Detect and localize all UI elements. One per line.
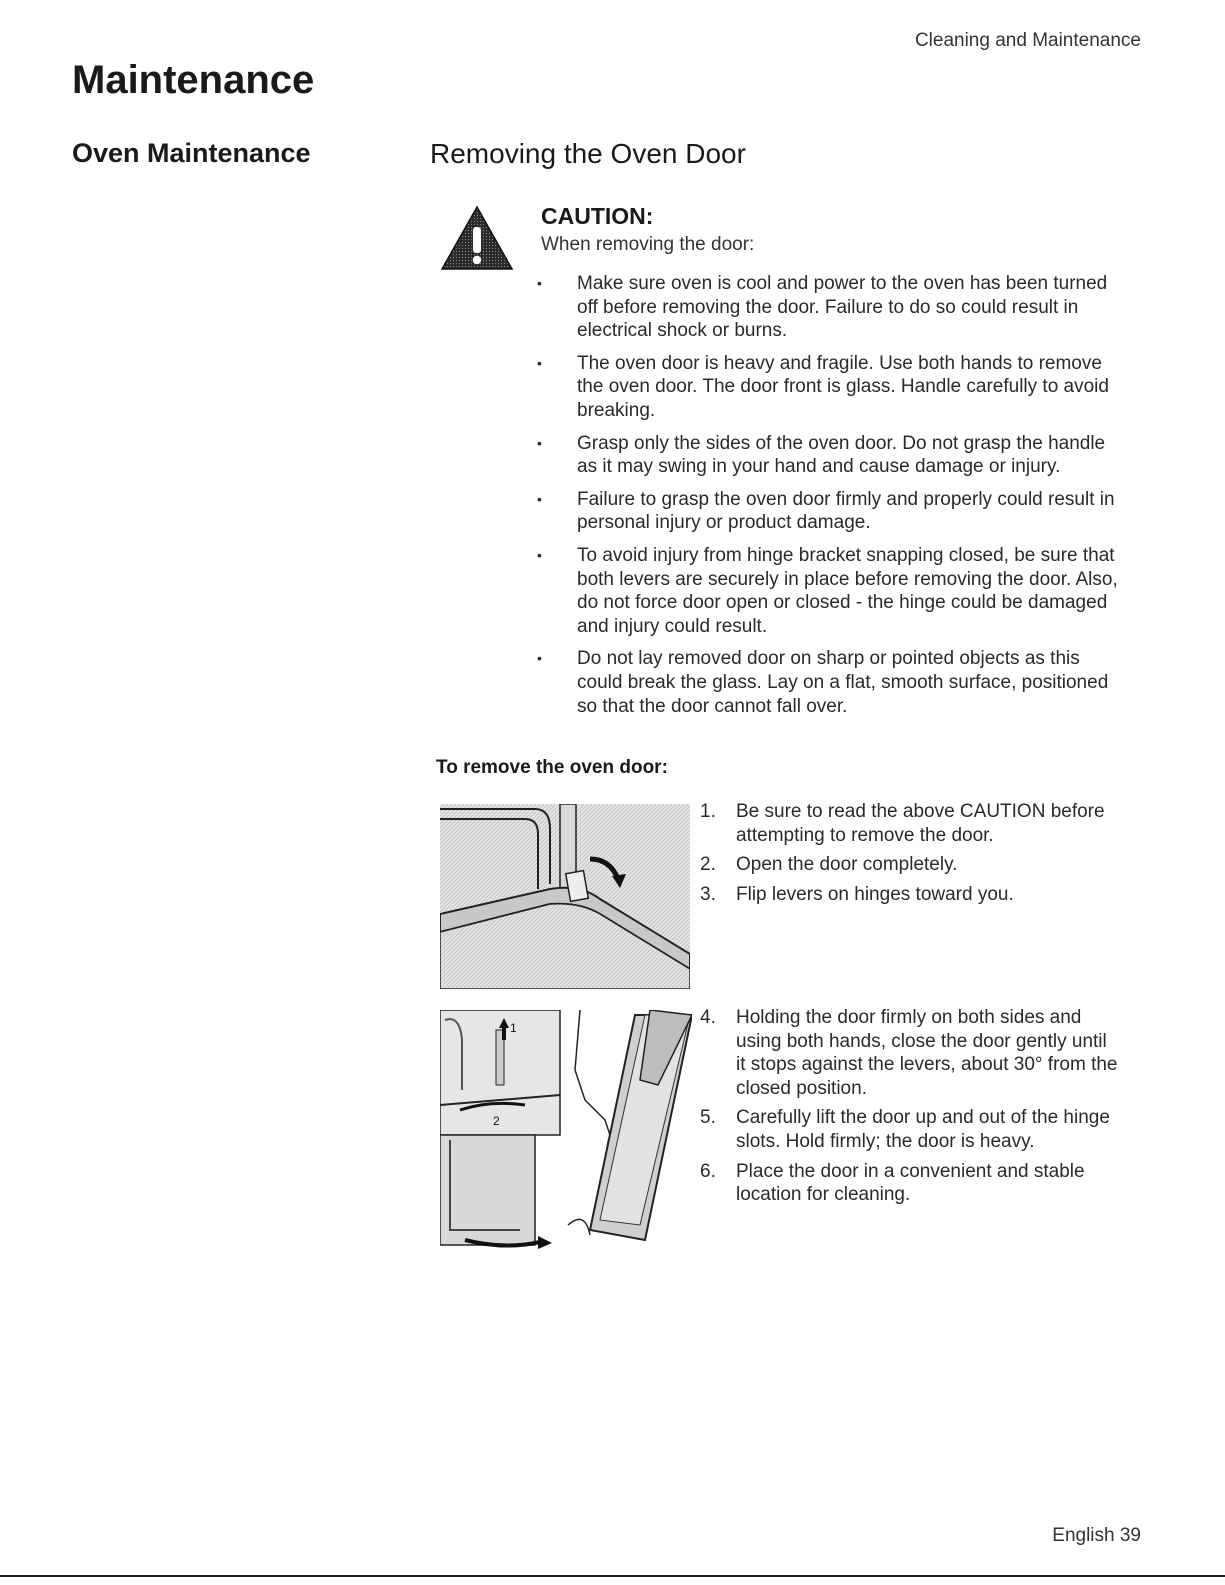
step-text: Holding the door firmly on both sides and using both hands, close the door gently until it stops against the levers, about 30° from the closed position. bbox=[736, 1007, 1118, 1099]
caution-label: CAUTION: bbox=[541, 203, 654, 229]
step-text: Open the door completely. bbox=[736, 854, 958, 876]
procedure-step bbox=[700, 853, 1120, 877]
caution-list bbox=[530, 272, 1130, 727]
procedure-step bbox=[700, 800, 1120, 847]
figure-label-2: 2 bbox=[493, 1114, 500, 1128]
procedure-step bbox=[700, 1006, 1120, 1100]
subsection-title: Removing the Oven Door bbox=[430, 138, 746, 169]
step-number: 6. bbox=[700, 1160, 716, 1182]
step-text: Carefully lift the door up and out of the hinge slots. Hold firmly; the door is heavy. bbox=[736, 1107, 1110, 1152]
procedure-step bbox=[700, 1106, 1120, 1153]
running-head: Cleaning and Maintenance bbox=[914, 30, 1141, 51]
page-edge-divider bbox=[0, 1575, 1225, 1577]
procedure-title: To remove the oven door: bbox=[436, 757, 668, 778]
step-text: Place the door in a convenient and stable location for cleaning. bbox=[736, 1160, 1085, 1206]
step-number: 4. bbox=[700, 1007, 716, 1028]
page-footer-label: English 39 bbox=[1052, 1525, 1141, 1546]
caution-item: • To avoid injury from hinge bracket snapping closed, be sure that both levers are securely in place before removing the door. Also, do not force door open or closed - the hinge could be damaged and injury could result. bbox=[530, 544, 1130, 638]
step-number: 3. bbox=[700, 883, 716, 905]
caution-item: • Failure to grasp the oven door firmly and properly could result in personal injury or product damage. bbox=[530, 488, 1130, 535]
step-number: 5. bbox=[700, 1107, 716, 1129]
procedure-steps-group-1 bbox=[700, 800, 1120, 912]
section-title: Oven Maintenance bbox=[72, 138, 311, 168]
caution-item: • Do not lay removed door on sharp or pointed objects as this could break the glass. Lay on a flat, smooth surface, positioned so that the door cannot fall over. bbox=[530, 647, 1130, 718]
step-number: 1. bbox=[700, 801, 716, 822]
caution-item: • Make sure oven is cool and power to the oven has been turned off before removing the door. Failure to do so could result in electrical shock or burns. bbox=[530, 272, 1130, 343]
procedure-step bbox=[700, 883, 1120, 907]
procedure-step bbox=[700, 1160, 1120, 1207]
figure-label-1: 1 bbox=[510, 1021, 517, 1035]
caution-intro: When removing the door: bbox=[541, 234, 755, 255]
caution-item: • The oven door is heavy and fragile. Use both hands to remove the oven door. The door front is glass. Handle carefully to avoid breaking. bbox=[530, 352, 1130, 423]
caution-item: • Grasp only the sides of the oven door. Do not grasp the handle as it may swing in your hand and cause damage or injury. bbox=[530, 432, 1130, 479]
warning-triangle-icon bbox=[440, 205, 514, 271]
procedure-steps-group-2 bbox=[700, 1006, 1120, 1213]
step-text: Flip levers on hinges toward you. bbox=[736, 883, 1014, 905]
step-text: Be sure to read the above CAUTION before attempting to remove the door. bbox=[736, 801, 1105, 846]
door-removal-illustration bbox=[440, 1010, 692, 1250]
step-number: 2. bbox=[700, 854, 716, 876]
chapter-title: Maintenance bbox=[72, 58, 315, 102]
hinge-lever-illustration bbox=[440, 804, 690, 989]
